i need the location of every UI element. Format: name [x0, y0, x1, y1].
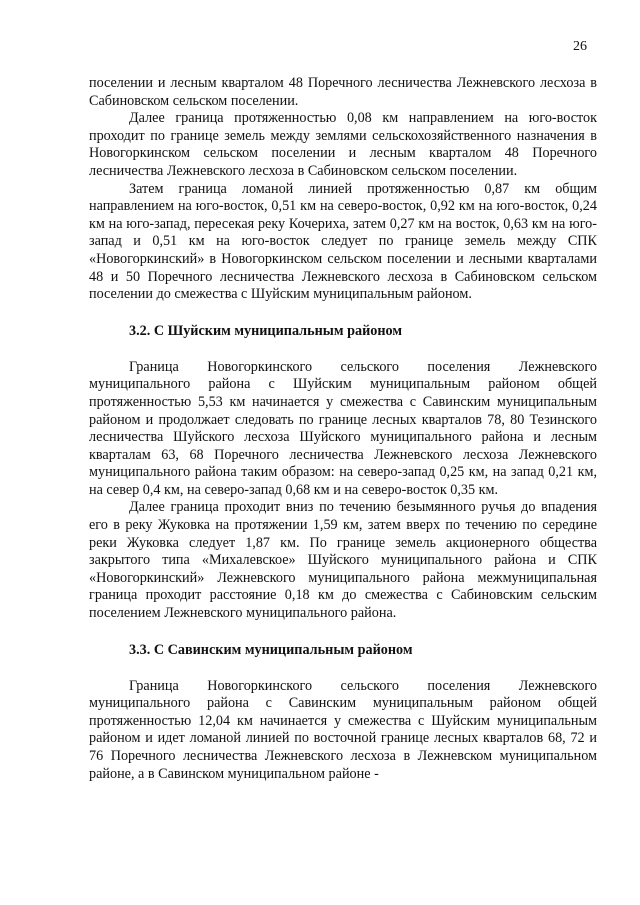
paragraph-zhukovka-river: Далее граница проходит вниз по течению безымянного ручья до впадения его в реку Жуковка на протяжении 1,59 км, затем вверх по течению по середине реки Жуковка следует 1,87 км. По границе земель акционерного общества закрытого типа «Михалевское» Шуйского муниципального района и СПК «Новогоркинский» Лежневского муниципального района межмуниципальная граница проходит расстояние 0,18 км до смежества с Сабиновским сельским поселением Лежневского муниципального района.: [89, 499, 597, 622]
spacer: [89, 623, 597, 641]
section-heading-3-3: 3.3. С Савинским муниципальным районом: [129, 641, 413, 658]
paragraph-shuya-boundary: Граница Новогоркинского сельского поселения Лежневского муниципального района с Шуйским муниципальным районом общей протяженностью 5,53 км начинается у смежества с Савинским муниципальным районом и продолжает следовать по границе лесных кварталов 78, 80 Тезинского лесничества Шуйского лесхоза Шуйского муниципального района и лесным кварталам 63, 68 Поречного лесничества Лежневского лесхоза Лежневского муниципального района таким образом: на северо-запад 0,25 км, на запад 0,21 км, на север 0,4 км, на северо-запад 0,68 км и на северо-восток 0,35 км.: [89, 358, 597, 498]
paragraph-boundary-southeast: Далее граница протяженностью 0,08 км направлением на юго-восток проходит по границе земель между землями сельскохозяйственного назначения в Новогоркинском сельском поселении и лесным кварталом 48 Поречного лесничества Лежневского лесхоза в Сабиновском сельском поселении.: [89, 110, 597, 179]
paragraph-broken-line-boundary: Затем граница ломаной линией протяженностью 0,87 км общим направлением на юго-восток, 0,51 км на северо-восток, 0,92 км на юго-восток, 0,24 км на юго-запад, пересекая реку Кочериха, затем 0,27 км на восток, 0,63 км на юго-запад и 0,51 км на юго-восток следует по границе земель между СПК «Новогоркинский» в Новогоркинском сельском поселении и лесными кварталами 48 и 50 Поречного лесничества Лежневского лесхоза в Сабиновском сельском поселении до смежества с Шуйским муниципальным районом.: [89, 180, 597, 303]
paragraph-savino-boundary: Граница Новогоркинского сельского поселения Лежневского муниципального района с Савинским муниципальным районом общей протяженностью 12,04 км начинается у смежества с Шуйским муниципальным районом и идет ломаной линией по восточной границе лесных кварталов 68, 72 и 76 Поречного лесничества Лежневского лесхоза в Лежневском муниципальном районе, а в Савинском муниципальном районе -: [89, 677, 597, 782]
section-heading-3-2: 3.2. С Шуйским муниципальным районом: [129, 322, 403, 339]
spacer: [89, 304, 597, 322]
page-number: 26: [573, 39, 587, 54]
document-body: [89, 75, 597, 783]
paragraph-continuation: поселении и лесным кварталом 48 Поречного лесничества Лежневского лесхоза в Сабиновском сельском поселении.: [89, 75, 597, 109]
spacer: [89, 340, 597, 359]
spacer: [89, 659, 597, 678]
